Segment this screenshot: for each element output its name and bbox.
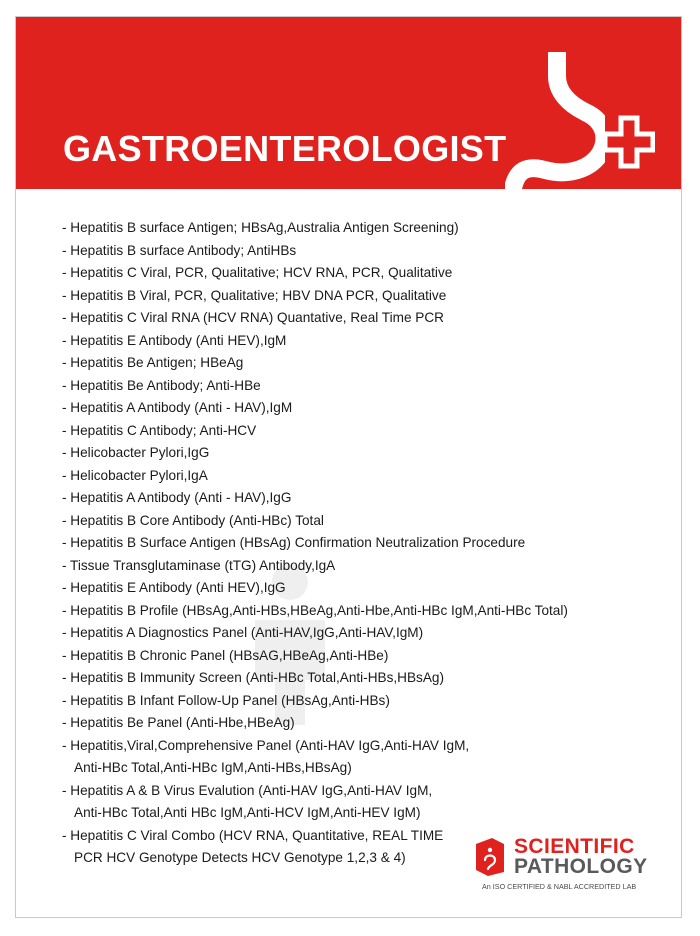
- list-item: - Hepatitis,Viral,Comprehensive Panel (Anti-HAV IgG,Anti-HAV IgM, Anti-HBc Total,Anti-HBc IgM,Anti-HBs,HBsAg): [62, 737, 470, 775]
- list-item: - Hepatitis C Antibody; Anti-HCV: [62, 422, 257, 438]
- list-item: - Hepatitis C Viral Combo (HCV RNA, Quantitative, REAL TIME PCR HCV Genotype Detects HCV Genotype 1,2,3 & 4): [62, 827, 444, 865]
- list-item: - Hepatitis Be Antigen; HBeAg: [62, 355, 244, 370]
- list-item: - Hepatitis E Antibody (Anti HEV),IgM: [62, 332, 287, 348]
- list-item: - Hepatitis B surface Antibody; AntiHBs: [62, 242, 297, 258]
- list-item: - Helicobacter Pylori,IgG: [62, 445, 210, 460]
- list-item: - Hepatitis B Core Antibody (Anti-HBc) Total: [62, 512, 324, 528]
- list-item: - Hepatitis B Viral, PCR, Qualitative; HBV DNA PCR, Qualitative: [62, 287, 447, 303]
- list-item: - Hepatitis Be Antibody; Anti-HBe: [62, 377, 261, 393]
- logo-tagline: An ISO CERTIFIED & NABL ACCREDITED LAB: [482, 882, 637, 891]
- list-item: - Hepatitis B Infant Follow-Up Panel (HBsAg,Anti-HBs): [62, 692, 390, 708]
- logo-name-line1: SCIENTIFIC: [514, 835, 635, 858]
- list-item: - Hepatitis B Surface Antigen (HBsAg) Confirmation Neutralization Procedure: [62, 535, 526, 550]
- company-logo: [474, 830, 664, 896]
- logo-name-line2: PATHOLOGY: [514, 855, 648, 878]
- list-item: - Hepatitis B Chronic Panel (HBsAG,HBeAg,Anti-HBe): [62, 647, 389, 663]
- scientific-pathology-logo-icon: [474, 838, 506, 876]
- stomach-with-medical-cross-icon: [505, 52, 655, 190]
- list-item: - Hepatitis A & B Virus Evalution (Anti-HAV IgG,Anti-HAV IgM, Anti-HBc Total,Anti HBc IgM,Anti-HCV IgM,Anti-HEV IgM): [62, 782, 433, 820]
- list-item: - Hepatitis B Immunity Screen (Anti-HBc Total,Anti-HBs,HBsAg): [62, 670, 444, 685]
- list-item: - Hepatitis Be Panel (Anti-Hbe,HBeAg): [62, 715, 295, 730]
- list-item: - Hepatitis A Diagnostics Panel (Anti-HAV,IgG,Anti-HAV,IgM): [62, 625, 424, 640]
- list-item: - Hepatitis B Profile (HBsAg,Anti-HBs,HBeAg,Anti-Hbe,Anti-HBc IgM,Anti-HBc Total): [62, 602, 568, 618]
- list-item: - Tissue Transglutaminase (tTG) Antibody,IgA: [62, 557, 336, 573]
- page-title: GASTROENTEROLOGIST: [63, 128, 507, 169]
- list-item: - Hepatitis C Viral, PCR, Qualitative; HCV RNA, PCR, Qualitative: [62, 265, 453, 280]
- list-item: - Hepatitis A Antibody (Anti - HAV),IgG: [62, 490, 292, 505]
- list-item: - Hepatitis C Viral RNA (HCV RNA) Quantative, Real Time PCR: [62, 310, 444, 325]
- list-item: - Hepatitis E Antibody (Anti HEV),IgG: [62, 580, 286, 595]
- list-item: - Hepatitis B surface Antigen; HBsAg,Australia Antigen Screening): [62, 220, 459, 235]
- test-list: [62, 217, 622, 870]
- list-item: - Hepatitis A Antibody (Anti - HAV),IgM: [62, 400, 293, 415]
- list-item: - Helicobacter Pylori,IgA: [62, 467, 208, 483]
